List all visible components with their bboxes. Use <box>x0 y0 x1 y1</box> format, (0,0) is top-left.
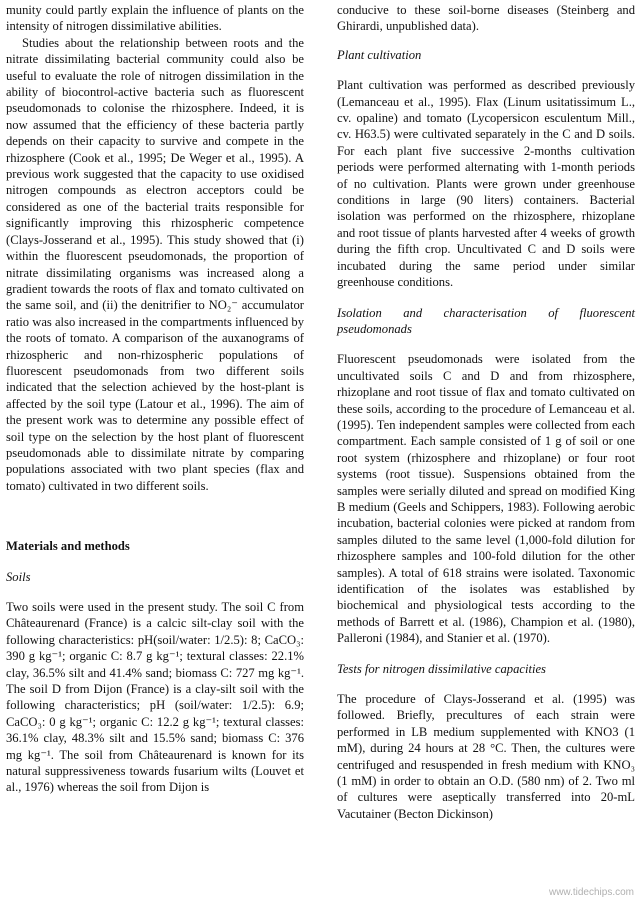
plant-cultivation-paragraph: Plant cultivation was performed as described previously (Lemanceau et al., 1995). Flax (Linum usitatissimum L., cv. opaline) and tomato (Lycopersicon esculentum Mill., cv. H63.5) were cultivated separately in the C and D soils. For each plant five successive 2-months cultivation periods were performed alternating with 1-month periods of no cultivation. Plants were grown under greenhouse conditions in large (90 liters) containers. Bacterial isolation was performed on the rhizosphere, rhizoplane and root tissue of plants harvested after 4 weeks of growth during the fifth crop. Uncultivated C and D soils were incubated during the same period under similar greenhouse conditions. <box>337 78 635 290</box>
left-paragraph-intro: Studies about the relationship between roots and the nitrate dissimilating bacterial community could also be useful to evaluate the role of nitrogen dissimilation in the ability of biocontrol-active bacteria such as fluorescent pseudomonads to colonise the rhizosphere. Indeed, it is now assumed that the efficiency of these bacteria partly depends on their capacity to survive and compete in the rhizosphere (Cook et al., 1995; De Weger et al., 1995). A previous work suggested that the capacity to use oxidised nitrogen compounds as electron acceptors could be considered as one of the bacterial traits responsible for significantly improving this rhizospheric competence (Clays-Josserand et al., 1995). This study showed that (i) within the fluorescent pseudomonads, the proportion of nitrate dissimilating organisms was increased along a gradient towards the roots of flax and tomato cultivated on the same soil, and (ii) the denitrifier to NO₂⁻ accumulator ratio was also increased in the compartments influenced by the roots of tomato. A comparison of the auxanograms of rhizospheric and non-rhizospheric populations of fluorescent pseudomonads from two different soils indicated that the selection achieved by the host-plant is affected by the soil type (Latour et al., 1996). The aim of the present work was to determine any possible effect of soil type on the selection by the host plant of fluorescent pseudomonads able to dissimilate nitrate by comparing populations associated with two plant species (flax and tomato) cultivated in two different soils. <box>6 35 304 493</box>
section-heading-materials-methods: Materials and methods <box>6 539 130 554</box>
right-column <box>337 2 635 822</box>
subheading-plant-cultivation: Plant cultivation <box>337 47 422 62</box>
right-paragraph-continuation: conducive to these soil-borne diseases (Steinberg and Ghirardi, unpublished data). <box>337 3 635 34</box>
subheading-tests: Tests for nitrogen dissimilative capacities <box>337 661 546 676</box>
watermark-text: www.tidechips.com <box>548 887 634 898</box>
subheading-isolation: Isolation and characterisation of fluorescent pseudomonads <box>337 305 635 336</box>
left-column <box>6 2 304 796</box>
tests-paragraph: The procedure of Clays-Josserand et al. (1995) was followed. Briefly, precultures of each strain were performed in LB medium supplemented with KNO3 (1 mM), during 24 hours at 28 °C. Then, the cultures were centrifuged and resuspended in fresh medium with KNO₃ (1 mM) in order to obtain an O.D. (580 nm) of 2. Two ml of cultures were aseptically transferred into 20-mL Vacutainer (Becton Dickinson) <box>337 692 635 821</box>
soils-paragraph: Two soils were used in the present study. The soil C from Châteaurenard (France) is a calcic silt-clay soil with the following characteristics: pH(soil/water: 1/2.5): 8; CaCO₃: 390 g kg⁻¹; organic C: 8.7 g kg⁻¹; textural classes: 22.1% clay, 36.5% silt and 41.4% sand; biomass C: 727 mg kg⁻¹. The soil D from Dijon (France) is a clay-silt soil with the following characteristics; pH (soil/water: 1/2.5): 6.9; CaCO₃: 0 g kg⁻¹; organic C: 12.2 g kg⁻¹; textural classes: 36.1% clay, 48.3% silt and 15.5% sand; biomass C: 376 mg kg⁻¹. The soil from Châteaurenard is known for its natural suppressiveness towards fusarium wilts (Louvet et al., 1976) whereas the soil from Dijon is <box>6 600 304 795</box>
isolation-paragraph: Fluorescent pseudomonads were isolated from the uncultivated soils C and D and from rhizosphere, rhizoplane and root tissue of flax and tomato cultivated on these soils, according to the procedure of Lemanceau et al. (1995). Ten independent samples were collected from each compartment. Each sample consisted of 1 g of soil or one root system (rhizosphere and rhizoplane) or four root systems (root tissue). Suspensions obtained from the samples were serially diluted and spread on modified King B medium (Geels and Schippers, 1983). Following aerobic incubation, bacterial colonies were picked at random from samples diluted to the same level (1,000-fold dilution for rhizosphere samples and 100-fold dilution for the other samples). A total of 618 strains were isolated. Taxonomic identification of the isolates was established by biochemical and physiological tests according to the methods of Barrett et al. (1986), Champion et al. (1980), Palleroni (1984), and Stanier et al. (1970). <box>337 352 635 646</box>
left-paragraph-continuation: munity could partly explain the influence of plants on the intensity of nitrogen dissimilative abilities. <box>6 3 304 34</box>
subheading-soils: Soils <box>6 569 31 584</box>
